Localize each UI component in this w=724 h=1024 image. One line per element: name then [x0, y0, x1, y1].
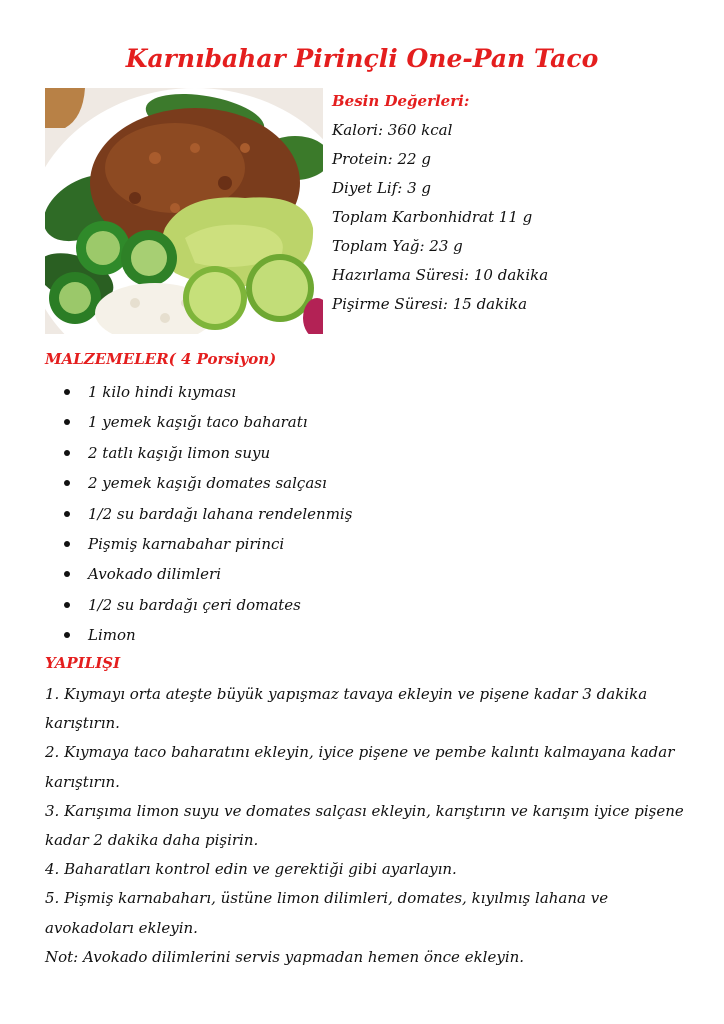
list-item: [62, 563, 352, 593]
ingredient-text: 1 kilo hindi kıyması: [88, 383, 237, 401]
list-item: [62, 411, 352, 441]
nutrition-heading: Besin Değerleri:: [332, 92, 470, 110]
instruction-step: 1. Kıymayı orta ateşte büyük yapışmaz tavaya ekleyin ve pişene kadar 3 dakika karıştırın.: [45, 685, 648, 733]
list-item: [62, 533, 352, 563]
nutrition-item: Diyet Lif: 3 g: [332, 179, 432, 197]
ingredient-text: 1/2 su bardağı lahana rendelenmiş: [88, 504, 353, 523]
nutrition-block: [332, 90, 712, 322]
nutrition-item: Kalori: 360 kcal: [332, 121, 453, 139]
instructions-block: [45, 680, 695, 972]
bullet-icon: [64, 419, 70, 425]
nutrition-item: Toplam Yağ: 23 g: [332, 237, 463, 255]
instruction-step: 2. Kıymaya taco baharatını ekleyin, iyice pişene ve pembe kalıntı kalmayana kadar karıştırın.: [45, 743, 675, 791]
recipe-title: Karnıbahar Pirinçli One-Pan Taco: [125, 44, 599, 73]
list-item: [62, 594, 352, 624]
instructions-heading: YAPILIŞI: [45, 654, 121, 672]
ingredients-heading: MALZEMELER( 4 Porsiyon): [45, 350, 277, 368]
nutrition-item: Hazırlama Süresi: 10 dakika: [332, 266, 549, 284]
ingredient-text: 2 tatlı kaşığı limon suyu: [88, 443, 271, 462]
ingredient-text: 1/2 su bardağı çeri domates: [88, 595, 301, 614]
list-item: [62, 472, 352, 502]
nutrition-item: Pişirme Süresi: 15 dakika: [332, 295, 528, 313]
ingredient-text: Limon: [88, 626, 136, 645]
taco-bowl-photo: [45, 88, 323, 334]
bullet-icon: [64, 541, 70, 547]
bullet-icon: [64, 571, 70, 577]
instruction-step: 5. Pişmiş karnabaharı, üstüne limon dilimleri, domates, kıyılmış lahana ve avokadoları ekleyin.: [45, 889, 609, 937]
instruction-step: 4. Baharatları kontrol edin ve gerektiği gibi ayarlayın.: [45, 860, 457, 879]
bullet-icon: [64, 602, 70, 608]
bullet-icon: [64, 480, 70, 486]
list-item: [62, 442, 352, 472]
list-item: [62, 381, 352, 411]
instruction-step: 3. Karışıma limon suyu ve domates salçası ekleyin, karıştırın ve karışım iyice pişene kadar 2 dakika daha pişirin.: [45, 801, 684, 850]
bullet-icon: [64, 450, 70, 456]
list-item: [62, 624, 352, 654]
list-item: [62, 503, 352, 533]
bullet-icon: [64, 389, 70, 395]
ingredient-text: Pişmiş karnabahar pirinci: [88, 534, 285, 553]
ingredient-text: 2 yemek kaşığı domates salçası: [88, 474, 327, 493]
bullet-icon: [64, 511, 70, 517]
ingredients-list: [62, 381, 352, 655]
instruction-note: Not: Avokado dilimlerini servis yapmadan hemen önce ekleyin.: [45, 947, 525, 966]
ingredient-text: Avokado dilimleri: [88, 565, 222, 584]
bullet-icon: [64, 632, 70, 638]
nutrition-item: Protein: 22 g: [332, 150, 431, 168]
ingredient-text: 1 yemek kaşığı taco baharatı: [88, 413, 308, 432]
nutrition-item: Toplam Karbonhidrat 11 g: [332, 208, 533, 226]
